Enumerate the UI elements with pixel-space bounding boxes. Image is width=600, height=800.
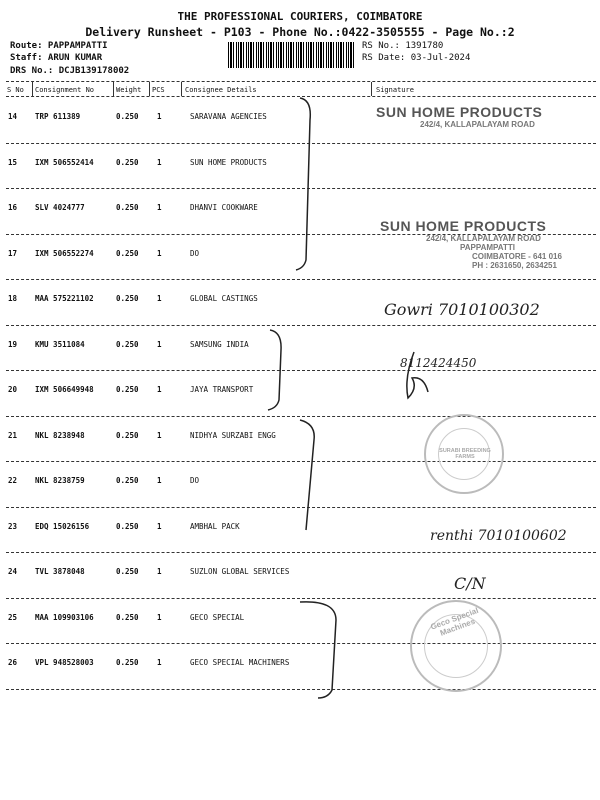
row-sno: 25 (8, 612, 18, 622)
row-consignment: IXM 506552274 (35, 248, 94, 258)
round-stamp-text: SURABI BREEDING FARMS (439, 448, 491, 460)
row-sno: 15 (8, 157, 18, 167)
row-sno: 24 (8, 567, 18, 576)
signature-row-24: C/N (454, 574, 486, 593)
stamp-address-3: COIMBATORE - 641 016 (472, 252, 562, 261)
row-consignee: NIDHYA SURZABI ENGG (190, 430, 276, 440)
row-sno: 20 (8, 385, 18, 394)
row-consignee: DHANVI COOKWARE (190, 203, 258, 212)
signature-row-18: Gowri 7010100302 (384, 300, 540, 319)
row-consignee: GECO SPECIAL (190, 612, 245, 622)
signature-row-23: renthi 7010100602 (430, 528, 567, 544)
row-consignment: TVL 3878048 (35, 567, 85, 576)
row-pcs: 1 (157, 658, 162, 667)
row-consignee: JAYA TRANSPORT (190, 385, 254, 394)
signature-row-20: 8112424450 (400, 356, 477, 370)
row-weight: 0.250 (116, 157, 139, 167)
row-consignee: SARAVANA AGENCIES (190, 112, 267, 121)
route-label: Route: PAPPAMPATTI (10, 41, 108, 51)
row-pcs: 1 (157, 521, 162, 531)
row-consignment: MAA 575221102 (35, 294, 94, 303)
row-pcs: 1 (157, 385, 162, 394)
row-weight: 0.250 (116, 476, 139, 485)
row-sno: 26 (8, 658, 18, 667)
stamp-title: SUN HOME PRODUCTS (376, 104, 543, 120)
row-consignee: AMBHAL PACK (190, 521, 240, 531)
round-stamp-farms (424, 414, 504, 494)
runsheet-subtitle: Delivery Runsheet - P103 - Phone No.:0422-3505555 - Page No.:2 (85, 25, 515, 39)
row-consignment: IXM 506552414 (35, 157, 94, 167)
col-sno: S No (7, 86, 24, 94)
row-weight: 0.250 (116, 112, 139, 121)
round-stamp-geco (410, 600, 502, 692)
row-sno: 23 (8, 521, 18, 531)
row-weight: 0.250 (116, 567, 139, 576)
row-weight: 0.250 (116, 294, 139, 303)
row-consignee: SAMSUNG INDIA (190, 339, 249, 349)
round-stamp-text: Geco Special Machines (429, 605, 480, 638)
stamp-address: 242/4, KALLAPALAYAM ROAD (420, 120, 535, 129)
rs-date: RS Date: 03-Jul-2024 (362, 53, 471, 63)
row-pcs: 1 (157, 112, 162, 121)
row-sno: 21 (8, 430, 18, 440)
row-consignee: SUN HOME PRODUCTS (190, 157, 267, 167)
row-consignment: TRP 611389 (35, 112, 81, 121)
row-sno: 17 (8, 248, 18, 258)
col-signature: Signature (376, 86, 414, 94)
row-pcs: 1 (157, 612, 162, 622)
row-consignment: SLV 4024777 (35, 203, 85, 212)
row-weight: 0.250 (116, 203, 139, 212)
row-pcs: 1 (157, 476, 162, 485)
row-consignment: KMU 3511084 (35, 339, 85, 349)
staff-label: Staff: ARUN KUMAR (10, 53, 103, 63)
row-pcs: 1 (157, 339, 162, 349)
company-title: THE PROFESSIONAL COURIERS, COIMBATORE (177, 10, 423, 23)
stamp-title: SUN HOME PRODUCTS (380, 218, 547, 234)
row-consignee: SUZLON GLOBAL SERVICES (190, 567, 290, 576)
row-weight: 0.250 (116, 521, 139, 531)
row-consignee: GLOBAL CASTINGS (190, 294, 258, 303)
row-pcs: 1 (157, 567, 162, 576)
row-weight: 0.250 (116, 385, 139, 394)
row-weight: 0.250 (116, 339, 139, 349)
row-consignment: NKL 8238759 (35, 476, 85, 485)
col-details: Consignee Details (185, 86, 257, 94)
col-pcs: PCS (152, 86, 165, 94)
row-consignment: NKL 8238948 (35, 430, 85, 440)
row-consignment: EDQ 15026156 (35, 521, 90, 531)
col-weight: Weight (116, 86, 142, 94)
row-consignment: IXM 506649948 (35, 385, 94, 394)
row-weight: 0.250 (116, 612, 139, 622)
row-sno: 18 (8, 294, 18, 303)
row-pcs: 1 (157, 430, 162, 440)
drs-number: DRS No.: DCJB139178002 (10, 66, 130, 76)
row-consignee: DO (190, 248, 200, 258)
row-weight: 0.250 (116, 248, 139, 258)
row-sno: 22 (8, 476, 18, 485)
sun-home-stamp (380, 218, 562, 270)
row-weight: 0.250 (116, 430, 139, 440)
row-consignee: DO (190, 476, 200, 485)
signature-scribble (394, 348, 434, 408)
row-consignment: MAA 109903106 (35, 612, 94, 622)
row-pcs: 1 (157, 157, 162, 167)
row-pcs: 1 (157, 248, 162, 258)
row-pcs: 1 (157, 203, 162, 212)
rs-number: RS No.: 1391780 (362, 41, 444, 51)
row-consignment: VPL 948528003 (35, 658, 94, 667)
stamp-phone: PH : 2631650, 2634251 (472, 261, 557, 270)
stamp-address-1: 242/4, KALLAPALAYAM ROAD (426, 234, 541, 243)
row-consignee: GECO SPECIAL MACHINERS (190, 658, 290, 667)
col-consignment: Consignment No (35, 86, 95, 94)
sun-home-stamp-top (376, 104, 542, 129)
row-sno: 19 (8, 339, 18, 349)
row-pcs: 1 (157, 294, 162, 303)
row-sno: 14 (8, 112, 18, 121)
row-sno: 16 (8, 203, 18, 212)
stamp-address-2: PAPPAMPATTI (460, 243, 515, 252)
row-weight: 0.250 (116, 658, 139, 667)
